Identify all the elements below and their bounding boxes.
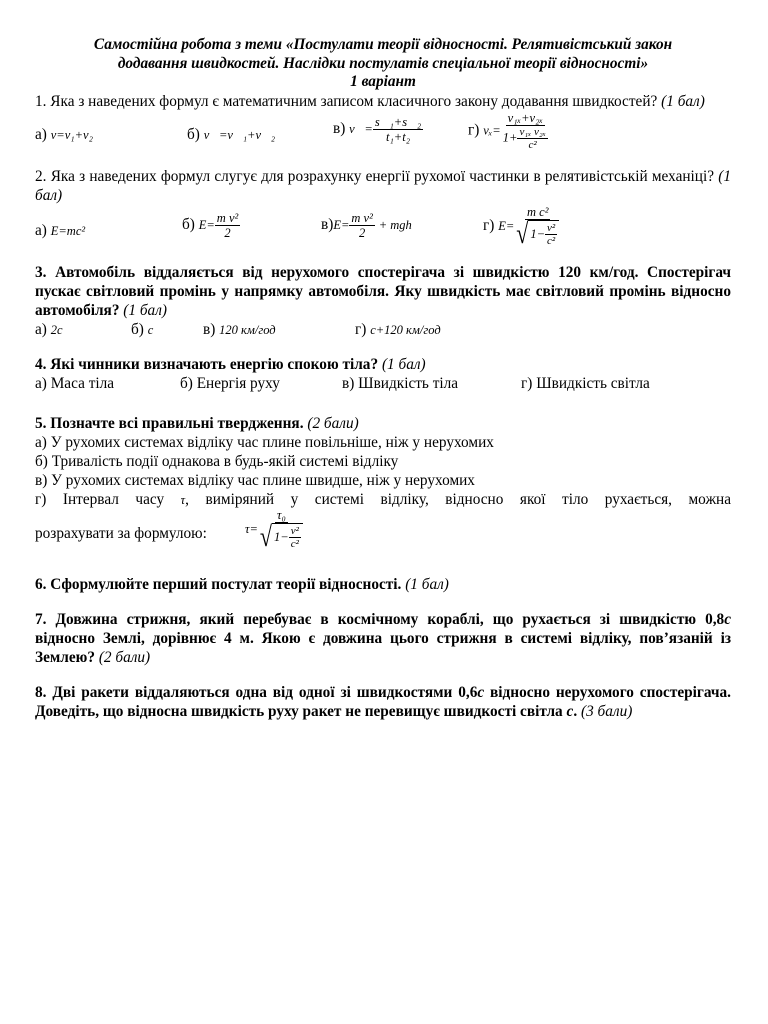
q3-option-d: г) c+120 км/год [355, 320, 441, 338]
question-6 [35, 575, 731, 594]
question-1-text: 1. Яка з наведених формул є математичним записом класичного закону додавання швидкостей? [35, 92, 658, 110]
q2-option-a: а) E=mc² [35, 221, 86, 239]
q5-formula: τ= τ₀ √ 1− $\frac{\text{v²}}{\text{c²}}$ [245, 508, 305, 551]
question-3 [35, 263, 731, 320]
q5-statement-d: г) Інтервал часу τ, виміряний у системі відліку, відносно якої тіло рухається, можна [35, 490, 731, 508]
question-8: 8. Дві ракети віддаляються одна від одної зі швидкостями 0,6c відносно нерухомого спостерігача. Доведіть, що відносна швидкість руху ракет не перевищує швидкості світла c. (3 бали) [35, 683, 731, 720]
question-1-options [35, 111, 731, 157]
question-4-text: 4. Які чинники визначають енергію спокою тіла? [35, 355, 379, 373]
q1-option-b: б) v⃗=v⃗₁+v⃗₂ [187, 125, 276, 143]
question-2-options [35, 205, 731, 259]
variant-label: 1 варіант [350, 73, 416, 90]
q5-statement-d-formula-line: розрахувати за формулою: τ= τ₀ √ 1− $\frac{\text{v²}}{\text{c²}}$ [35, 510, 731, 558]
q4-option-d: г) Швидкість світла [521, 374, 650, 392]
q1-formula-c-fraction: $\frac{\text{s⃗₁+s⃗₂}}{\text{t₁+t₂}}$ [374, 114, 422, 144]
worksheet-title [35, 36, 731, 92]
q2-formula-d-fraction: m c² √ 1− $\frac{\text{v²}}{\text{c²}}$ [514, 205, 561, 248]
q2-formula-c-fraction: $\frac{\text{m v²}}{2}$ [351, 210, 373, 240]
question-6-text: 6. Сформулюйте перший постулат теорії відносності. [35, 575, 402, 593]
q5-statement-a: а) У рухомих системах відліку час плине повільніше, ніж у нерухомих [35, 433, 494, 451]
question-5 [35, 414, 731, 433]
q5-statement-c: в) У рухомих системах відліку час плине швидше, ніж у нерухомих [35, 471, 475, 489]
question-4 [35, 355, 731, 374]
q1-option-d: г) vₓ= v₁ₓ+v₂ₓ 1+ $\frac{\text{v₁ₓ v₂ₓ}}{\text{c²}}$ [468, 111, 550, 151]
question-8-points: (3 бали) [580, 702, 633, 720]
q1-formula-a: v=v₁+v₂ [50, 127, 93, 142]
q5-statement-b: б) Тривалість події однакова в будь-якій системі відліку [35, 452, 399, 470]
q3-option-c: в) 120 км/год [203, 320, 276, 338]
question-4-options [35, 374, 731, 393]
q3-option-a: а) 2c [35, 320, 63, 338]
title-line-2: додавання швидкостей. Наслідки постулатів спеціальної теорії відносності» [117, 54, 649, 72]
question-7: 7. Довжина стрижня, який перебуває в космічному кораблі, що рухається зі швидкістю 0,8c відносно Землі, дорівнює 4 м. Якою є довжина цього стрижня в системі відліку, пов’язаній із Землею? (2 бали) [35, 610, 731, 666]
q1-formula-d-fraction: v₁ₓ+v₂ₓ 1+ $\frac{\text{v₁ₓ v₂ₓ}}{\text{c²}}$ [502, 110, 546, 151]
question-7-points: (2 бали) [98, 648, 151, 666]
question-2-text: 2. Яка з наведених формул слугує для розрахунку енергії рухомої частинки в релятивістській механіці? [35, 167, 715, 185]
q2-option-b: б) E= $\frac{\text{m v²}}{2}$ [182, 210, 239, 240]
worksheet-page [35, 36, 731, 721]
question-4-points: (1 бал) [381, 355, 426, 373]
question-1 [35, 92, 731, 111]
question-3-points: (1 бал) [123, 301, 167, 319]
q4-option-c: в) Швидкість тіла [342, 374, 459, 392]
question-2 [35, 167, 731, 205]
q1-formula-b: v⃗=v⃗₁+v⃗₂ [203, 127, 276, 142]
question-5-text: 5. Позначте всі правильні твердження. [35, 414, 304, 432]
q1-option-a: а) v=v₁+v₂ [35, 125, 93, 143]
question-6-points: (1 бал) [405, 575, 449, 593]
question-1-points: (1 бал) [661, 92, 705, 110]
q2-option-d: г) E= m c² √ 1− $\frac{\text{v²}}{\text{c²}}$ [483, 205, 561, 248]
q4-option-b: б) Енергія руху [180, 374, 280, 392]
question-3-options [35, 320, 731, 339]
q2-formula-b-fraction: $\frac{\text{m v²}}{2}$ [216, 210, 239, 240]
q4-option-a: а) Маса тіла [35, 374, 115, 392]
q1-option-c: в) v⃗= $\frac{\text{s⃗₁+s⃗₂}}{\text{t₁+t₂}}$ [333, 114, 422, 144]
question-2-points: (1 бал) [35, 167, 731, 204]
question-5-points: (2 бали) [307, 414, 359, 432]
q3-option-b: б) c [131, 320, 154, 338]
q2-option-c: в)E= $\frac{\text{m v²}}{2}$ + mgh [321, 210, 412, 240]
title-line-1: Самостійна робота з теми «Постулати теорії відносності. Релятивістський закон [93, 36, 673, 53]
q2-formula-a: E=mc² [50, 223, 86, 238]
question-3-text: 3. Автомобіль віддаляється від нерухомого спостерігача зі швидкістю 120 км/год. Спостерігач пускає світловий промінь у напрямку автомобіля. Яку швидкість має світловий промінь відносно автомобіля? [35, 263, 731, 319]
